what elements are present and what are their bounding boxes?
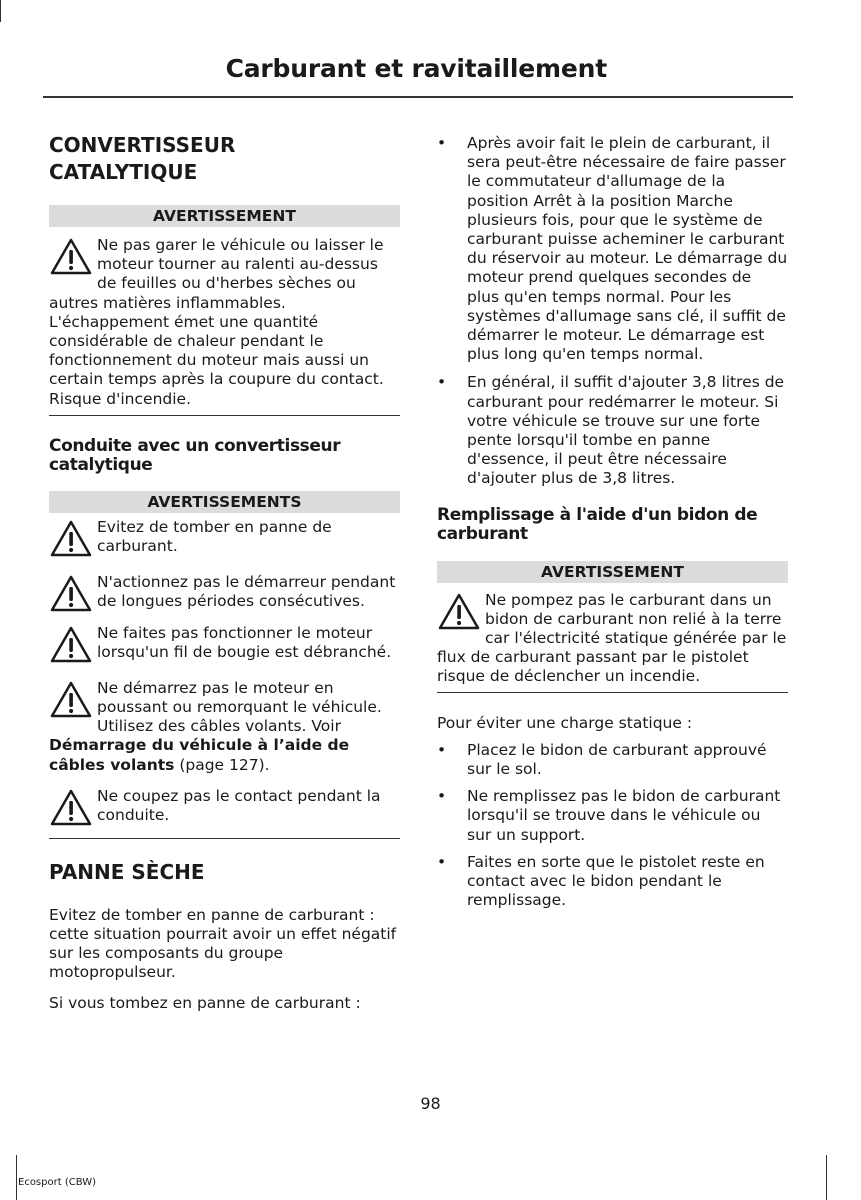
list-item-text: En général, il suffit d'ajouter 3,8 litres de carburant pour redémarrer le moteur. Si votre véhicule se trouve sur une forte pente lorsqu'il tombe en panne d'essence, il peut être nécessaire d'ajouter plus de 3,8 litres. [467, 373, 785, 488]
crop-mark-bottom-left [16, 1155, 17, 1200]
warning-item [437, 591, 788, 687]
warning-heading: AVERTISSEMENT [49, 205, 400, 227]
warning-item [49, 573, 400, 616]
warning-triangle-icon [49, 680, 97, 722]
list-item-text: Placez le bidon de carburant approuvé sur le sol. [467, 740, 767, 779]
list-item-text: Après avoir fait le plein de carburant, il sera peut-être nécessaire de faire passer le commutateur d'allumage de la position Arrêt à la position Marche plusieurs fois, pour que le système de carburant puisse acheminer le carburant du réservoir au moteur. Le démarrage du moteur prend quelques secondes de plus qu'en temps normal. Pour les systèmes d'allumage sans clé, il suffit de démarrer le moteur. Le démarrage est plus long qu'en temps normal. [467, 134, 788, 364]
warning-heading: AVERTISSEMENTS [49, 491, 400, 513]
static-bullet-list [437, 741, 788, 911]
warning-triangle-icon [437, 592, 485, 634]
warning-box-parking [49, 205, 400, 416]
warning-box-driving [49, 491, 400, 839]
warning-triangle-icon [49, 574, 97, 616]
warning-item [49, 236, 400, 409]
warning-item [49, 624, 400, 667]
refuel-bullet-list [437, 134, 788, 489]
model-label: Ecosport (CBW) [18, 1177, 96, 1188]
bullet-icon: • [437, 373, 447, 392]
list-item-text: Faites en sorte que le pistolet reste en contact avec le bidon pendant le remplissage. [467, 852, 765, 910]
warning-text: N'actionnez pas le démarreur pendant de longues périodes consécutives. [97, 572, 396, 611]
cross-reference-link[interactable]: Démarrage du véhicule à l’aide de câbles volants [49, 736, 350, 774]
subsection-heading-fuel-can: Remplissage à l'aide d'un bidon de carburant [437, 504, 758, 545]
warning-triangle-icon [49, 625, 97, 667]
list-item [437, 373, 788, 488]
warning-triangle-icon [49, 519, 97, 561]
paragraph-static: Pour éviter une charge statique : [437, 713, 693, 732]
right-column [437, 132, 788, 911]
warning-text: Ne pompez pas le carburant dans un bidon de carburant non relié à la terre car l'électricité statique générée par le flux de carburant passant par le pistolet risque de déclencher un incendie. [437, 590, 787, 686]
warning-triangle-icon [49, 237, 97, 279]
list-item [437, 134, 788, 364]
section-heading-running-out-of-fuel: PANNE SÈCHE [49, 859, 205, 884]
warning-heading: AVERTISSEMENT [437, 561, 788, 583]
subsection-heading-driving: Conduite avec un convertisseur catalytique [49, 435, 341, 476]
warning-text: Ne faites pas fonctionner le moteur lorsqu'un fil de bougie est débranché. [97, 623, 392, 662]
warning-item [49, 679, 400, 775]
warning-text: Ne pas garer le véhicule ou laisser le moteur tourner au ralenti au-dessus de feuilles ou d'herbes sèches ou autres matières inflammables. L'échappement émet une quantité considérable de chaleur pendant le fonctionnement du moteur mais aussi un certain temps après la coupure du contact. Risque d'incendie. [49, 236, 384, 408]
warning-text: Ne démarrez pas le moteur en poussant ou remorquant le véhicule. Utilisez des câbles volants. Voir [97, 678, 382, 736]
warning-text: Evitez de tomber en panne de carburant. [97, 517, 332, 556]
list-item-text: Ne remplissez pas le bidon de carburant lorsqu'il se trouve dans le véhicule ou sur un support. [467, 787, 781, 844]
section-heading-catalytic-converter: CONVERTISSEUR CATALYTIQUE [49, 133, 236, 184]
bullet-icon: • [437, 787, 447, 806]
cross-reference-page: (page 127). [174, 755, 270, 774]
warning-box-fuel-can [437, 561, 788, 693]
bullet-icon: • [437, 852, 447, 871]
list-item [437, 787, 788, 845]
bullet-icon: • [437, 134, 447, 152]
list-item [437, 853, 788, 911]
warning-item [49, 518, 400, 561]
bullet-icon: • [437, 740, 447, 759]
warning-text: Ne coupez pas le contact pendant la conduite. [97, 786, 381, 825]
paragraph-if-empty: Si vous tombez en panne de carburant : [49, 993, 361, 1012]
warning-item [49, 787, 400, 830]
page-number: 98 [420, 1094, 441, 1113]
header-divider [43, 96, 793, 98]
list-item [437, 741, 788, 779]
crop-mark-top-left [0, 0, 1, 22]
left-column [49, 132, 400, 1013]
page-title: Carburant et ravitaillement [225, 54, 607, 83]
paragraph-empty-tank: Evitez de tomber en panne de carburant : cette situation pourrait avoir un effet négatif sur les composants du groupe motopropulseur. [49, 905, 397, 982]
crop-mark-bottom-right [826, 1155, 827, 1200]
warning-triangle-icon [49, 788, 97, 830]
